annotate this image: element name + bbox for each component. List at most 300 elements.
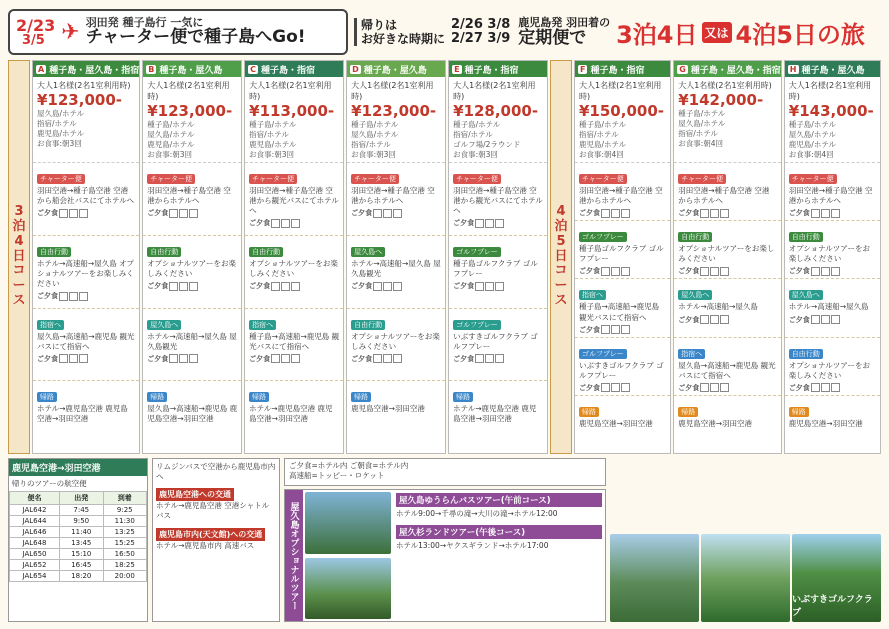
tour-info (393, 490, 605, 621)
itinerary-day (245, 163, 343, 236)
course-head (143, 61, 241, 77)
course-tag: H (789, 64, 797, 74)
side-char: 日 (554, 248, 568, 264)
meal-row (579, 208, 666, 218)
meal-box-icon (720, 267, 729, 276)
meal-box-icon (621, 383, 630, 392)
flight-cell: JAL650 (10, 549, 60, 560)
itinerary-day (33, 163, 139, 236)
day-pill: ゴルフプレー (453, 247, 501, 257)
side-char: コ (12, 263, 26, 279)
meal-label: ご夕食 (37, 209, 58, 218)
meal-box-icon (179, 282, 188, 291)
price-detail: 屋久島/ホテル (37, 109, 85, 118)
itinerary-day (33, 309, 139, 382)
meal-box-icon (69, 292, 78, 301)
flight-table-box (8, 458, 148, 622)
meal-box-icon (189, 354, 198, 363)
price-detail: 屋久島/ホテル (351, 130, 399, 140)
itinerary-day (785, 279, 880, 337)
day-text: ホテル→鹿児島空港 鹿児島空港→羽田空港 (453, 404, 537, 424)
meal-box-icon (475, 219, 484, 228)
itinerary-day (347, 236, 445, 309)
meal-row (453, 218, 543, 228)
day-pill: 帰路 (37, 392, 57, 402)
meal-box-icon (179, 354, 188, 363)
meal-box-icon (495, 282, 504, 291)
course-name: 種子島・屋久島 (363, 65, 427, 76)
meal-box-icon (281, 282, 290, 291)
meal-box-icon (710, 315, 719, 324)
meal-row (789, 266, 876, 276)
notes-heading-2: 鹿児島市内(天文館)への交通 (156, 528, 265, 541)
return-dates (451, 18, 510, 47)
course-column (32, 60, 140, 454)
meal-box-icon (291, 354, 300, 363)
day-pill: 指宿へ (249, 320, 276, 330)
meal-row (453, 281, 543, 291)
meal-box-icon (373, 209, 382, 218)
regular-main: 定期便で (518, 27, 587, 48)
meal-row (453, 354, 543, 364)
meal-box-icon (59, 354, 68, 363)
charter-main: チャーター便で種子島へGo! (85, 26, 306, 47)
price-detail: 指宿/ホテル (453, 130, 493, 140)
side-char: ー (12, 278, 26, 294)
meal-row (249, 218, 339, 228)
meal-row (789, 315, 876, 325)
price-detail: 鹿児島/ホテル (249, 140, 297, 150)
price: ¥142,000- (678, 91, 764, 109)
meal-box-icon (811, 315, 820, 324)
price-note: 大人1名様(2名1室利用時) (147, 81, 230, 101)
meal-row (351, 281, 441, 291)
legend-text-2: 高速船=トッピー・ロケット (289, 470, 385, 480)
price-detail: 屋久島/ホテル (147, 130, 195, 140)
header (8, 8, 881, 56)
notes-text: リムジンバスで空港から鹿児島市内へ (156, 462, 276, 482)
price-note: 大人1名様(2名1室利用時) (678, 81, 772, 90)
price: ¥150,000- (579, 102, 664, 120)
meal-box-icon (601, 267, 610, 276)
course-column (244, 60, 344, 454)
meal-box-icon (831, 209, 840, 218)
price-detail: お食事:朝4回 (579, 150, 624, 160)
price-detail: 指宿/ホテル (678, 129, 718, 139)
nights-a: 3泊4日 (616, 20, 698, 49)
course-4-nights (550, 60, 881, 454)
day-text: ホテル→高速船→屋久島 屋久島観光 (147, 331, 237, 351)
itinerary-day (143, 236, 241, 309)
price-box (449, 77, 547, 163)
itinerary-day (674, 221, 781, 279)
flight-cell: 13:45 (60, 538, 103, 549)
price-detail: 鹿児島/ホテル (579, 140, 627, 150)
course-name: 種子島・屋久島 (801, 65, 865, 76)
day-text: いぶすきゴルフクラブ ゴルフプレー (453, 331, 538, 351)
course-column (673, 60, 782, 454)
day-text: 種子島ゴルフクラブ ゴルフプレー (453, 258, 538, 278)
meal-box-icon (621, 325, 630, 334)
meal-box-icon (821, 383, 830, 392)
date-bottom: 3/5 (22, 32, 45, 48)
meal-box-icon (700, 209, 709, 218)
meal-box-icon (710, 383, 719, 392)
meal-box-icon (189, 282, 198, 291)
flight-subtitle: 帰りのツアーの航空便 (12, 479, 87, 488)
day-pill: 自由行動 (789, 232, 823, 242)
course-column (142, 60, 242, 454)
itinerary-day (449, 163, 547, 236)
price-box (245, 77, 343, 163)
day-pill: 屋久島へ (147, 320, 181, 330)
flight-row (10, 549, 147, 560)
itinerary-day (33, 381, 139, 453)
meal-box-icon (831, 383, 840, 392)
meal-box-icon (169, 354, 178, 363)
price-detail: 屋久島/ホテル (678, 119, 726, 129)
itinerary-day (575, 221, 670, 279)
charter-top: 羽田発 種子島行 一気に (85, 16, 204, 30)
meal-box-icon (79, 354, 88, 363)
meal-box-icon (271, 282, 280, 291)
tour-photo-forest (305, 492, 391, 554)
day-text: いぶすきゴルフクラブ ゴルフプレー (579, 360, 664, 380)
flight-cell: JAL648 (10, 538, 60, 549)
flight-cell: 16:50 (103, 549, 146, 560)
meal-box-icon (69, 209, 78, 218)
day-pill: チャーター便 (37, 174, 85, 184)
price-detail: 種子島/ホテル (351, 120, 399, 129)
itinerary-day (245, 381, 343, 453)
course-head (785, 61, 880, 77)
course-tag: G (679, 64, 686, 74)
side-char: ー (554, 278, 568, 294)
course-tag: A (38, 64, 45, 74)
price-detail: お食事:朝3回 (37, 139, 82, 149)
course-columns-3n (32, 60, 548, 454)
meal-row (678, 266, 777, 276)
meal-row (579, 383, 666, 393)
meal-label: ご夕食 (678, 383, 700, 392)
meal-label: ご夕食 (453, 354, 475, 363)
itinerary-day (33, 236, 139, 309)
return-label (354, 18, 445, 47)
day-pill: 帰路 (453, 392, 473, 402)
flight-row (10, 571, 147, 582)
meal-label: ご夕食 (579, 383, 600, 392)
flight-cell: 11:30 (103, 516, 146, 527)
meal-label: ご夕食 (351, 282, 373, 290)
meal-box-icon (383, 354, 392, 363)
price: ¥123,000- (351, 102, 437, 120)
day-text: 鹿児島空港→羽田空港 (788, 418, 863, 428)
course-columns-4n (574, 60, 881, 454)
regular-top: 鹿児島発 羽田着の (518, 15, 611, 29)
transport-notes (152, 458, 280, 622)
course-column (784, 60, 881, 454)
day-text: 羽田空港→種子島空港 空港から船会社バスにてホテルへ (37, 186, 135, 206)
day-text: 羽田空港→種子島空港 空港からホテルへ (147, 186, 231, 206)
course-head (449, 61, 547, 77)
day-text: 羽田空港→種子島空港 空港からホテルへ (678, 186, 770, 206)
flight-cell: 16:45 (60, 560, 103, 571)
meal-box-icon (373, 282, 382, 291)
meal-label: ご夕食 (147, 354, 169, 363)
course-tag: F (580, 64, 586, 74)
day-text: 鹿児島空港→羽田空港 (351, 404, 425, 414)
side-char: ス (12, 293, 26, 309)
price-note: 大人1名様(2名1室利用時) (37, 81, 131, 90)
day-text: 種子島→高速船→鹿児島 観光バスにて指宿へ (579, 302, 660, 322)
price-detail: お食事:朝3回 (351, 150, 396, 160)
day-pill: 帰路 (147, 392, 167, 402)
day-pill: チャーター便 (453, 174, 501, 184)
itinerary-day (674, 396, 781, 453)
flight-cell: JAL642 (10, 505, 60, 516)
flight-row (10, 538, 147, 549)
or-badge: 又は (702, 22, 732, 43)
side-char: ス (554, 293, 568, 309)
notes-text-2: ホテル→鹿児島市内 高速バス (156, 540, 255, 550)
meal-label: ご夕食 (249, 219, 271, 228)
side-char: 4 (14, 233, 24, 249)
price-note: 大人1名様(2名1室利用時) (249, 81, 332, 101)
meal-box-icon (169, 282, 178, 291)
side-char: 5 (556, 233, 566, 249)
day-pill: チャーター便 (351, 174, 399, 184)
flight-cell: 18:25 (103, 560, 146, 571)
meal-box-icon (271, 219, 280, 228)
meal-box-icon (383, 209, 392, 218)
itinerary-day (785, 221, 880, 279)
flight-cell: 20:00 (103, 571, 146, 582)
meal-box-icon (811, 209, 820, 218)
day-text: 屋久島→高速船→鹿児島 観光バスにて指宿へ (678, 360, 776, 380)
itinerary-day (785, 396, 880, 453)
scenery-photos (610, 534, 881, 622)
flight-cell: 7:45 (60, 505, 103, 516)
day-pill: 自由行動 (789, 349, 823, 359)
day-text: ホテル→高速船→屋久島 オプショナルツアーをお楽しみください (37, 258, 134, 288)
price-detail: 指宿/ホテル (37, 119, 77, 129)
photo-golf (792, 534, 881, 622)
day-text: 種子島ゴルフクラブ ゴルフプレー (579, 244, 664, 264)
meal-box-icon (291, 219, 300, 228)
meal-row (37, 291, 135, 301)
day-pill: チャーター便 (147, 174, 195, 184)
meal-label: ご夕食 (37, 354, 58, 363)
meal-box-icon (59, 209, 68, 218)
meal-label: ご夕食 (37, 292, 58, 301)
course-name: 種子島・屋久島・指宿 (49, 65, 140, 76)
meal-box-icon (485, 282, 494, 291)
price-detail: お食事:朝3回 (453, 150, 498, 160)
meal-label: ご夕食 (678, 267, 700, 276)
day-text: 羽田空港→種子島空港 空港から観光バスにてホテルへ (249, 186, 339, 216)
day-text: 羽田空港→種子島空港 空港からホテルへ (788, 186, 873, 206)
course-head (347, 61, 445, 77)
itinerary-day (575, 163, 670, 221)
course-head (575, 61, 670, 77)
itinerary-day (785, 163, 880, 221)
meal-row (37, 354, 135, 364)
meal-box-icon (821, 267, 830, 276)
notes-text-1: ホテル→鹿児島空港 空港シャトルバス (156, 501, 270, 521)
price-note: 大人1名様(2名1室利用時) (579, 81, 662, 101)
flight-cell: JAL654 (10, 571, 60, 582)
flight-row (10, 527, 147, 538)
meal-box-icon (383, 282, 392, 291)
price-detail: 種子島/ホテル (678, 109, 726, 118)
day-pill: チャーター便 (249, 174, 297, 184)
bottom-area (8, 458, 881, 622)
day-text: 羽田空港→種子島空港 空港からホテルへ (351, 186, 435, 206)
flight-header: 便名 (10, 492, 60, 505)
course-name: 種子島・屋久島 (159, 65, 223, 76)
day-pill: 帰路 (789, 407, 809, 417)
meal-row (579, 266, 666, 276)
meal-box-icon (611, 267, 620, 276)
day-text: 羽田空港→種子島空港 空港から観光バスにてホテルへ (453, 186, 543, 216)
course-tag: B (148, 64, 155, 74)
day-text: ホテル→高速船→屋久島 屋久島観光 (351, 258, 441, 278)
day-text: ホテル→高速船→屋久島 (678, 302, 758, 312)
side-char: 3 (14, 203, 24, 219)
price-box (674, 77, 781, 163)
price-detail: 種子島/ホテル (249, 120, 297, 129)
tour-text-1: ホテル9:00→千尋の滝→大川の滝→ホテル12:00 (396, 509, 558, 518)
itinerary-day (575, 338, 670, 396)
price-detail: 屋久島/ホテル (788, 130, 836, 140)
meal-box-icon (720, 209, 729, 218)
day-pill: チャーター便 (789, 174, 837, 184)
meal-box-icon (831, 315, 840, 324)
flight-cell: 18:20 (60, 571, 103, 582)
photo-caption: いぶすきゴルフクラブ (792, 595, 873, 618)
side-char: 4 (556, 203, 566, 219)
meal-row (678, 383, 777, 393)
day-text: オプショナルツアーをお楽しみください (351, 331, 440, 351)
meal-label: ご夕食 (678, 209, 700, 218)
meal-box-icon (601, 383, 610, 392)
price-note: 大人1名様(2名1室利用時) (351, 81, 434, 101)
tour-heading-2: 屋久杉ランドツアー(午後コース) (396, 525, 602, 539)
meal-box-icon (79, 209, 88, 218)
meal-box-icon (179, 209, 188, 218)
meal-box-icon (611, 209, 620, 218)
day-pill: チャーター便 (579, 174, 627, 184)
day-text: オプショナルツアーをお楽しみください (788, 360, 871, 380)
itinerary-day (245, 236, 343, 309)
return-dates-1: 2/26 3/8 (451, 16, 511, 32)
itinerary-day (449, 309, 547, 382)
price-detail: 鹿児島/ホテル (788, 140, 836, 150)
day-pill: 指宿へ (579, 290, 606, 300)
day-text: 羽田空港→種子島空港 空港からホテルへ (579, 186, 663, 206)
flight-cell: JAL652 (10, 560, 60, 571)
meal-box-icon (271, 354, 280, 363)
meal-row (37, 208, 135, 218)
side-char: 泊 (554, 218, 568, 234)
meal-row (351, 354, 441, 364)
meal-box-icon (821, 315, 830, 324)
price-detail: 種子島/ホテル (579, 120, 627, 129)
airplane-icon: ✈ (61, 19, 80, 45)
meal-label: ご夕食 (788, 383, 810, 392)
tours-vertical-label: 屋久島オプショナルツアー (285, 490, 303, 621)
flight-row (10, 505, 147, 516)
itinerary-day (674, 279, 781, 337)
day-pill: 帰路 (249, 392, 269, 402)
day-pill: ゴルフプレー (579, 349, 627, 359)
day-pill: ゴルフプレー (579, 232, 627, 242)
meal-box-icon (485, 354, 494, 363)
day-pill: ゴルフプレー (453, 320, 501, 330)
flight-cell: 11:40 (60, 527, 103, 538)
meal-box-icon (69, 354, 78, 363)
day-pill: 屋久島へ (351, 247, 385, 257)
day-pill: 帰路 (678, 407, 698, 417)
course-3-nights (8, 60, 548, 454)
side-char: 日 (12, 248, 26, 264)
flight-cell: 9:25 (103, 505, 146, 516)
meal-box-icon (281, 219, 290, 228)
itinerary-day (674, 163, 781, 221)
flight-row (10, 516, 147, 527)
price: ¥143,000- (788, 102, 874, 120)
flight-cell: 15:10 (60, 549, 103, 560)
itinerary-day (449, 236, 547, 309)
meal-box-icon (700, 267, 709, 276)
meal-label: ご夕食 (579, 325, 600, 334)
price: ¥123,000- (147, 102, 233, 120)
meal-label: ご夕食 (249, 354, 271, 363)
day-pill: 帰路 (351, 392, 371, 402)
charter-dates (16, 15, 56, 48)
nights-banner (616, 15, 865, 50)
meal-box-icon (720, 315, 729, 324)
meal-box-icon (621, 267, 630, 276)
day-pill: 屋久島へ (678, 290, 712, 300)
meal-box-icon (811, 383, 820, 392)
day-text: ホテル→鹿児島空港 鹿児島空港→羽田空港 (249, 404, 333, 424)
price-note: 大人1名様(2名1室利用時) (788, 81, 872, 101)
course-tag: C (250, 64, 257, 74)
meal-box-icon (169, 209, 178, 218)
itinerary-day (143, 381, 241, 453)
meal-label: ご夕食 (147, 209, 169, 218)
day-text: 種子島→高速船→鹿児島 観光バスにて指宿へ (249, 331, 340, 351)
meal-label: ご夕食 (351, 354, 373, 363)
flight-cell: 9:50 (60, 516, 103, 527)
meal-box-icon (485, 219, 494, 228)
itinerary-day (143, 163, 241, 236)
price-detail: ゴルフ場/2ラウンド (453, 140, 521, 150)
day-text: 屋久島→高速船→鹿児島 鹿児島空港→羽田空港 (147, 404, 238, 424)
day-pill: 屋久島へ (789, 290, 823, 300)
meal-row (789, 383, 876, 393)
meal-box-icon (475, 282, 484, 291)
price-detail: 種子島/ホテル (147, 120, 195, 129)
meal-label: ご夕食 (788, 209, 810, 218)
day-pill: 指宿へ (37, 320, 64, 330)
return-label-1: 帰りは (361, 17, 398, 32)
itinerary-day (347, 163, 445, 236)
day-text: オプショナルツアーをお楽しみください (249, 258, 338, 278)
day-pill: 帰路 (579, 407, 599, 417)
price-detail: 指宿/ホテル (249, 130, 289, 140)
